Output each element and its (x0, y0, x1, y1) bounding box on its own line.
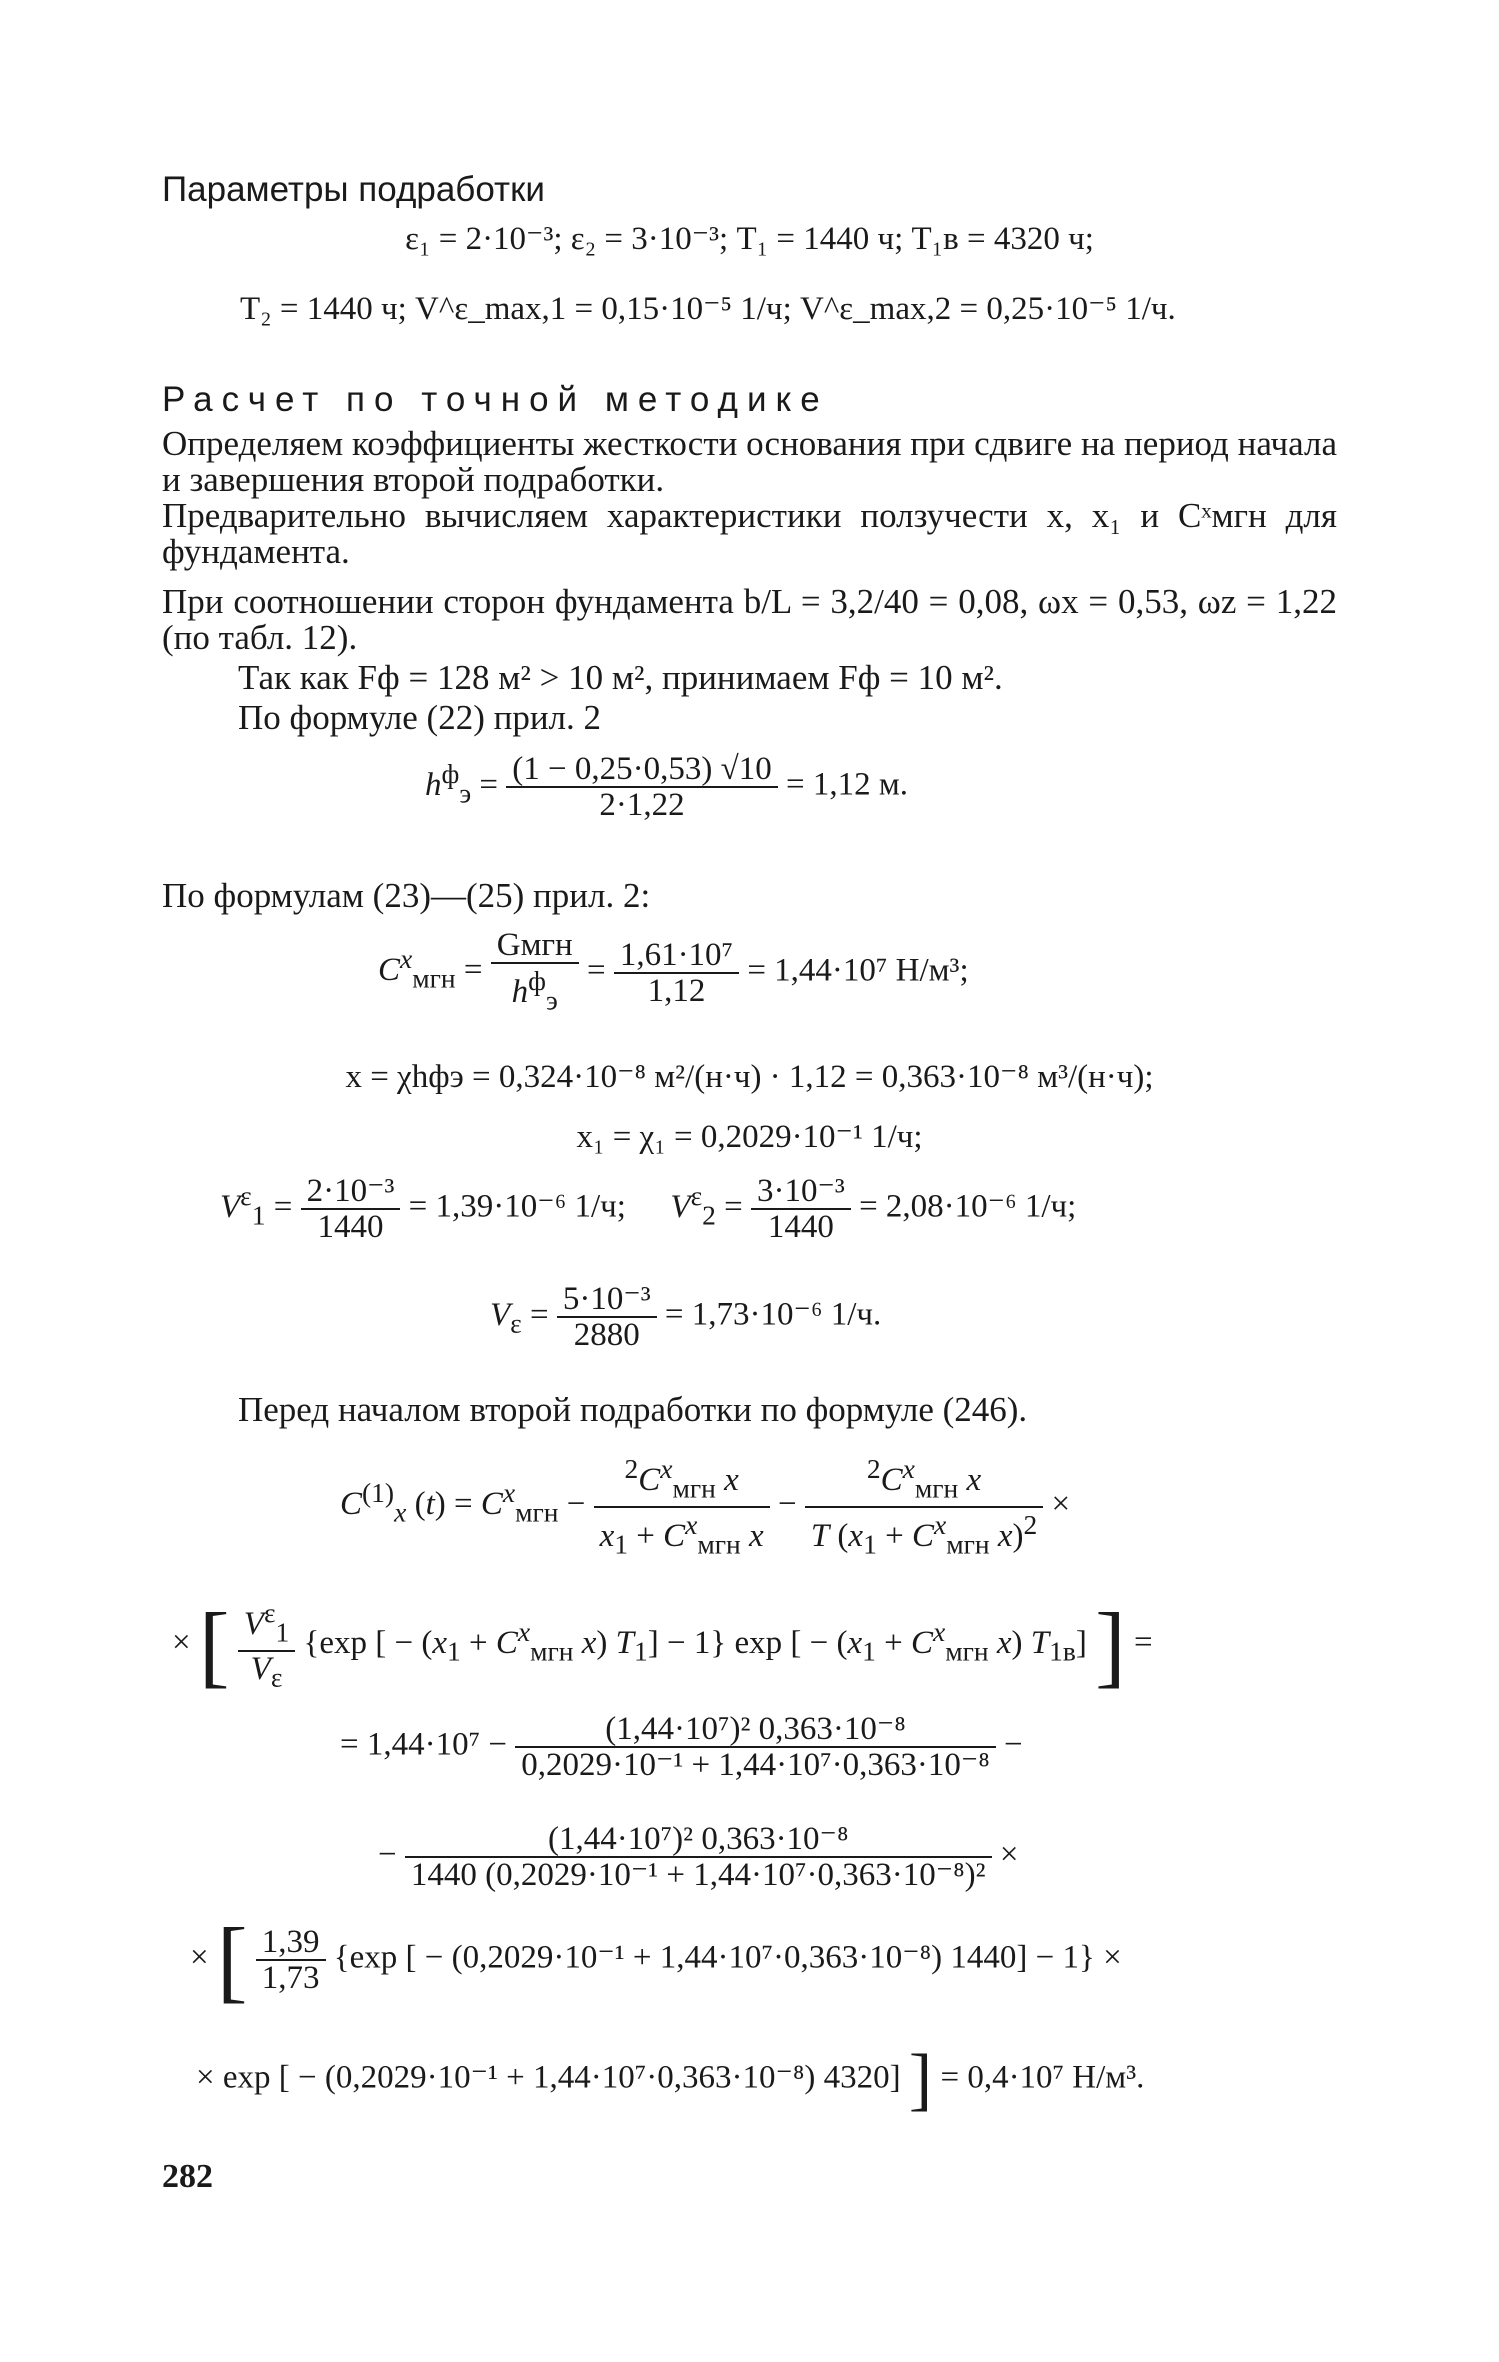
equation-main-line-4-den: 1440 (0,2029·10⁻¹ + 1,44·10⁷·0,363·10⁻⁸)² (410, 1857, 986, 1893)
equation-ve-numerator: 5·10⁻³ (557, 1282, 657, 1318)
equation-h (425, 752, 908, 822)
params-line-2-text: T₂ = 1440 ч; V^ε_max,1 = 0,15·10⁻⁵ 1/ч; V^ε_max,2 = 0,25·10⁻⁵ 1/ч. (240, 291, 1176, 327)
equation-c-denominator-1: $h^ф_э$ (511, 965, 558, 1016)
equation-v1-numerator: 2·10⁻³ (301, 1174, 401, 1210)
equation-c-denominator-2: 1,12 (647, 972, 706, 1009)
equation-main-line-5-rest: {exp [ − (0,2029·10⁻¹ + 1,44·10⁷·0,363·10⁻⁸) 1440] − 1} × (333, 1939, 1122, 1976)
equation-main-fraction-1-num: $^2C^x_{мгн}$ x (594, 1452, 770, 1508)
equation-main-ratio-den: $V_\varepsilon$ (250, 1650, 283, 1693)
equation-main-fraction-1-den: $x_1 + C^x_{мгн}$ x (599, 1508, 764, 1560)
equation-h-lhs: $h^ф_э$ = (425, 757, 507, 809)
paragraph-formulas-23-25: По формулам (23)—(25) прил. 2: (162, 876, 651, 915)
paragraph-creep: Предварительно вычисляем характеристики ползучести x, x₁ и Cˣмгн для фундамента. (162, 496, 1337, 571)
equation-main-ratio-num: $V^\varepsilon_1$ (238, 1596, 295, 1652)
equation-c-fraction-1 (491, 928, 579, 1018)
equation-main-fraction-1 (594, 1452, 770, 1561)
equation-main-line-1: $C^{(1)}_x$ $(t) = C^x_{мгн}$ − $\frac{^2C^x_{мгн} x}{x_1 + C^x_{мгн} x}$ − $\frac{^2C^x_{мгн} x}{T (x_1 + C^x_{мгн} x)^2}$ × (340, 1453, 1071, 1560)
paragraph-formula-22: По формуле (22) прил. 2 (238, 698, 602, 737)
equation-main-line-6-text: × exp [ − (0,2029·10⁻¹ + 1,44·10⁷·0,363·10⁻⁸) 4320] (196, 2059, 901, 2096)
section-title: Параметры подработки (162, 170, 545, 209)
equation-c-fraction-2 (614, 938, 739, 1008)
equation-main-line-3-fraction (515, 1712, 996, 1782)
equation-x: x = χhфэ = 0,324·10⁻⁸ м²/(н·ч) · 1,12 = 0,363·10⁻⁸ м³/(н·ч); (345, 1059, 1154, 1095)
equation-main-line-2: × [ $\frac{V^\varepsilon_1}{V_\varepsilon}$ {exp [ − ($x_1 + C^x_{мгн}$ x) $T_1] - 1$} exp [ − ($x_1 + C^x_{мгн}$ x) $T_{1в}$] ] = (172, 1594, 1153, 1697)
equation-v1-v2 (220, 1174, 1076, 1244)
equation-c (378, 928, 969, 1018)
equation-h-fraction (506, 752, 777, 822)
equation-v2-numerator: 3·10⁻³ (751, 1174, 851, 1210)
equation-main-line-5-num: 1,39 (256, 1925, 326, 1961)
equation-ve-fraction (557, 1282, 657, 1352)
equation-main-fraction-2-den: T ($x_1 + C^x_{мгн}$ x)$^2$ (810, 1508, 1038, 1560)
equation-main-line-6: × exp [ − (0,2029·10⁻¹ + 1,44·10⁷·0,363·10⁻⁸) 4320] ] = 0,4·10⁷ Н/м³. (196, 2041, 1145, 2118)
equation-ve-lhs: $V_\varepsilon$ = (490, 1296, 557, 1339)
equation-main-fraction-2 (805, 1452, 1043, 1561)
equation-v1-result: = 1,39·10⁻⁶ 1/ч; (408, 1188, 626, 1225)
equation-main-ratio (238, 1596, 295, 1694)
params-line-2 (240, 292, 1176, 326)
equation-c-equals: = (586, 952, 614, 989)
equation-v1-lhs: $V^\varepsilon_1$ = (220, 1179, 301, 1231)
equation-main-exp-terms: {exp [ − ($x_1 + C^x_{мгн}$ x) $T_1] - 1$} exp [ − ($x_1 + C^x_{мгн}$ x) $T_{1в}$] (303, 1615, 1096, 1667)
equation-ve-denominator: 2880 (573, 1317, 640, 1353)
equation-v1-denominator: 1440 (317, 1209, 384, 1245)
equation-c-numerator-2: 1,61·10⁷ (614, 938, 739, 974)
paragraph-area: Так как Fф = 128 м² > 10 м², принимаем Fф = 10 м². (238, 658, 1003, 697)
equation-v2-lhs: $V^\varepsilon_2$ = (670, 1179, 751, 1231)
equation-main-lhs: $C^{(1)}_x$ $(t) = C^x_{мгн}$ − (340, 1477, 594, 1528)
equation-h-result: = 1,12 м. (785, 766, 908, 803)
paragraph-ratio: При соотношении сторон фундамента b/L = 3,2/40 = 0,08, ωx = 0,53, ωz = 1,22 (по табл. 12). (162, 582, 1337, 657)
equation-ve (490, 1282, 881, 1352)
paragraph-stiffness: Определяем коэффициенты жесткости основания при сдвиге на период начала и завершения второй подработки. (162, 424, 1337, 499)
equation-v1-fraction (301, 1174, 401, 1244)
equation-main-line-3-num: (1,44·10⁷)² 0,363·10⁻⁸ (515, 1712, 996, 1748)
page-number: 282 (162, 2158, 213, 2195)
equation-v2-denominator: 1440 (767, 1209, 834, 1245)
equation-x1: x₁ = χ₁ = 0,2029·10⁻¹ 1/ч; (576, 1119, 923, 1155)
equation-main-line-4-fraction (405, 1822, 992, 1892)
equation-main-line-4-num: (1,44·10⁷)² 0,363·10⁻⁸ (405, 1822, 992, 1858)
equation-c-numerator-1: Gмгн (491, 928, 579, 964)
params-line-1: ε₁ = 2·10⁻³; ε₂ = 3·10⁻³; T₁ = 1440 ч; T₁в = 4320 ч; (405, 221, 1094, 257)
equation-c-result: = 1,44·10⁷ Н/м³; (747, 952, 969, 989)
equation-main-line-5: × [ $\frac{1,39}{1,73}$ {exp [ − (0,2029·10⁻¹ + 1,44·10⁷·0,363·10⁻⁸) 1440] − 1} × (190, 1909, 1122, 2011)
equation-main-fraction-2-num: $^2C^x_{мгн}$ x (805, 1452, 1043, 1508)
equation-main-line-3-start: = 1,44·10⁷ − (340, 1726, 507, 1763)
equation-main-line-3-den: 0,2029·10⁻¹ + 1,44·10⁷·0,363·10⁻⁸ (521, 1747, 990, 1783)
equation-main-line-4: − $\frac{\text{(1,44·10⁷)² 0,363·10⁻⁸}}{\text{1440 (0,2029·10⁻¹ + 1,44·10⁷·0,363·10⁻⁸)²}}$ × (378, 1821, 1019, 1893)
equation-h-denominator: 2·1,22 (599, 787, 685, 823)
equation-main-result: = 0,4·10⁷ Н/м³. (940, 2059, 1145, 2096)
equation-ve-result: = 1,73·10⁻⁶ 1/ч. (664, 1296, 882, 1333)
equation-h-numerator: (1 − 0,25·0,53) √10 (506, 752, 777, 788)
equation-c-lhs: $C^x_{мгн}$ = (378, 943, 491, 994)
equation-main-line-5-den: 1,73 (261, 1960, 320, 1996)
equation-main-line-3: = 1,44·10⁷ − $\frac{\text{(1,44·10⁷)² 0,363·10⁻⁸}}{\text{0,2029·10⁻¹ + 1,44·10⁷·0,363·10⁻⁸}}$ − (340, 1711, 1023, 1783)
paragraph-formula-246: Перед началом второй подработки по формуле (246). (238, 1390, 1028, 1429)
equation-v2-fraction (751, 1174, 851, 1244)
equation-main-line-5-fraction (256, 1925, 326, 1995)
equation-v2-result: = 2,08·10⁻⁶ 1/ч; (859, 1188, 1077, 1225)
method-title: Расчет по точной методике (162, 380, 829, 419)
